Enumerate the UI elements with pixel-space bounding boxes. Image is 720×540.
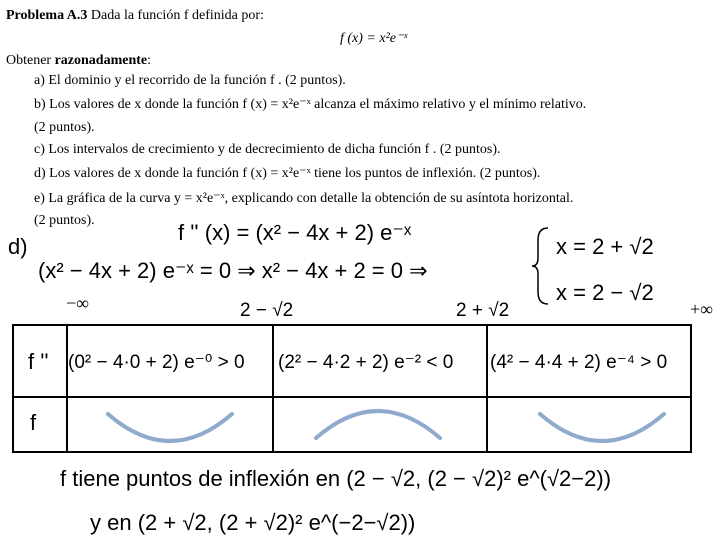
row-label-second-derivative: f '' [28,349,49,374]
item-d: d) Los valores de x donde la función f (x) = x²e⁻ˣ tiene los puntos de inflexión. (2 puntos). [34,166,541,181]
point-plus-infinity: +∞ [690,299,713,319]
problem-title: Problema A.3 [6,8,88,23]
convex-curve-2 [540,414,664,441]
second-derivative: f '' (x) = (x² − 4x + 2) e⁻ˣ [178,220,412,245]
conclusion-line-1 [60,466,611,492]
conclusion-line-2 [90,510,415,536]
part-label: d) [8,234,28,259]
item-e-points: (2 puntos). [34,213,95,228]
concave-curve [316,411,440,438]
item-a: a) El dominio y el recorrido de la función f . (2 puntos). [34,73,346,88]
root-plus: x = 2 + √2 [556,234,654,259]
item-c: c) Los intervalos de crecimiento y de decrecimiento de dicha función f . (2 puntos). [34,142,501,157]
sign-interval-1: (0² − 4·0 + 2) e⁻⁰ > 0 [68,352,245,373]
point-2-minus-sqrt2: 2 − √2 [240,300,294,321]
sign-interval-2: (2² − 4·2 + 2) e⁻² < 0 [278,352,454,373]
function-formula: f (x) = x²e⁻ˣ [340,31,408,46]
convex-curve-1 [108,414,232,441]
sign-interval-3: (4² − 4·4 + 2) e⁻⁴ > 0 [490,352,668,373]
row-label-function: f [30,410,37,435]
obtain-suffix: : [147,53,152,68]
conclusion-text-2: y en [90,510,132,535]
conclusion-text-1: f tiene puntos de inflexión en [60,466,341,491]
root-minus: x = 2 − √2 [556,280,654,305]
item-b: b) Los valores de x donde la función f (x) = x²e⁻ˣ alcanza el máximo relativo y el mínimo relativo. [34,97,587,112]
obtain-bold: razonadamente [54,53,148,68]
second-derivative-equation: (x² − 4x + 2) e⁻ˣ = 0 ⇒ x² − 4x + 2 = 0 ⇒ [38,258,428,283]
item-e: e) La gráfica de la curva y = x²e⁻ˣ, explicando con detalle la obtención de su asíntota horizontal. [34,191,574,206]
item-b-points: (2 puntos). [34,120,95,135]
inflection-point-1: (2 − √2, (2 − √2)² e^(√2−2)) [346,466,612,491]
point-minus-infinity: −∞ [66,293,89,313]
obtain-prefix: Obtener [6,53,55,68]
point-2-plus-sqrt2: 2 + √2 [456,300,510,321]
inflection-point-2: (2 + √2, (2 + √2)² e^(−2−√2)) [137,510,416,535]
problem-intro: Dada la función f definida por: [90,8,264,23]
